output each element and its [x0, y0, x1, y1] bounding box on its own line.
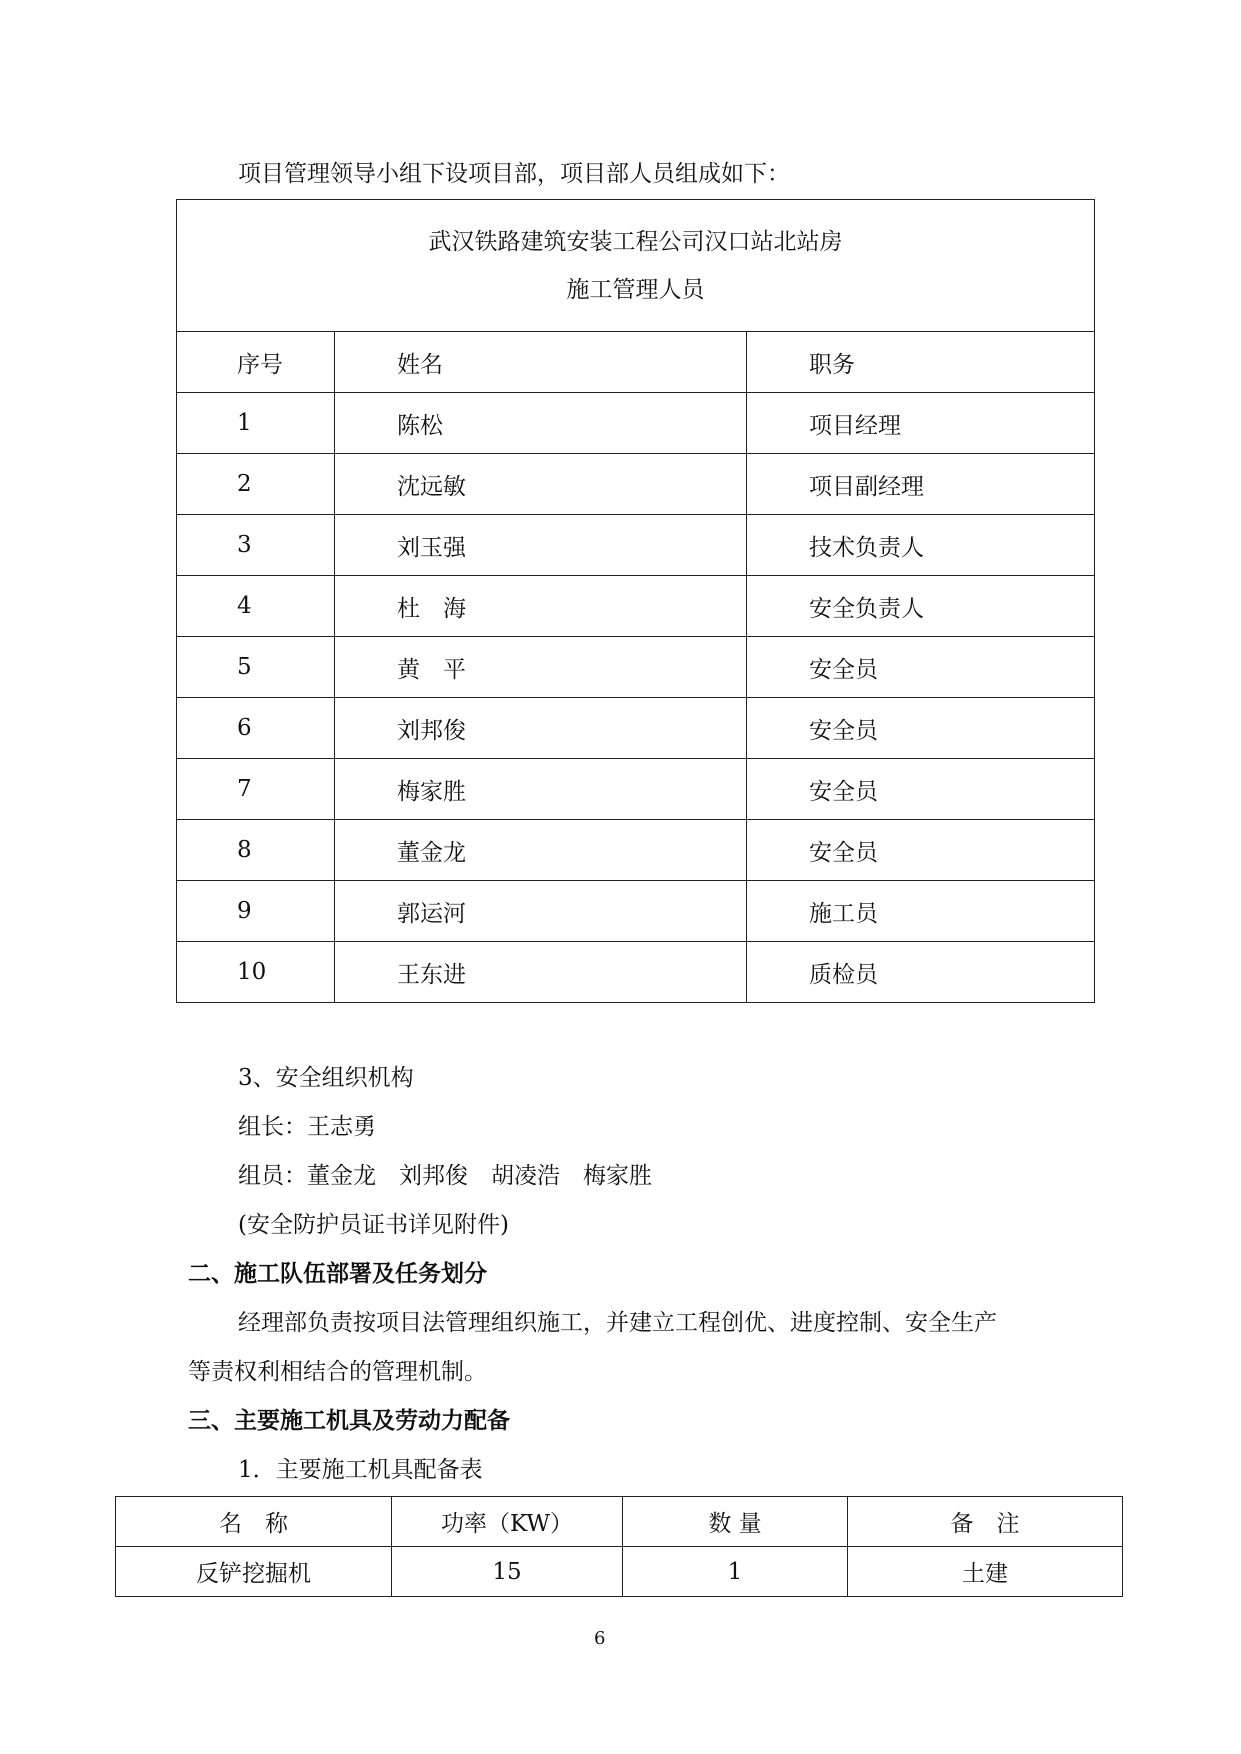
row-name: 刘邦俊	[335, 698, 747, 759]
row-position: 安全员	[747, 698, 1095, 759]
row-name: 郭运河	[335, 881, 747, 942]
section-two-para-line2: 等责权利相结合的管理机制。	[188, 1359, 487, 1385]
header-remarks: 备 注	[848, 1497, 1123, 1547]
table-row	[177, 820, 1095, 881]
row-index: 4	[177, 576, 335, 637]
staff-title-line2: 施工管理人员	[566, 276, 705, 303]
row-position: 施工员	[747, 881, 1095, 942]
table-row	[177, 881, 1095, 942]
safety-members: 组员：董金龙 刘邦俊 胡凌浩 梅家胜	[238, 1163, 652, 1189]
row-position: 项目副经理	[747, 454, 1095, 515]
row-name: 沈远敏	[335, 454, 747, 515]
row-position: 质检员	[747, 942, 1095, 1003]
page-number: 6	[594, 1628, 606, 1649]
equipment-remarks: 土建	[848, 1547, 1123, 1597]
equipment-quantity: 1	[623, 1547, 848, 1597]
table-row	[177, 454, 1095, 515]
section-two-para-line1: 经理部负责按项目法管理组织施工，并建立工程创优、进度控制、安全生产	[238, 1310, 997, 1336]
table-row	[177, 515, 1095, 576]
row-index: 7	[177, 759, 335, 820]
row-name: 黄 平	[335, 637, 747, 698]
table-row	[177, 637, 1095, 698]
table-row	[177, 698, 1095, 759]
row-index: 8	[177, 820, 335, 881]
row-position: 项目经理	[747, 393, 1095, 454]
row-index: 3	[177, 515, 335, 576]
row-index: 6	[177, 698, 335, 759]
row-name: 董金龙	[335, 820, 747, 881]
staff-title-line1: 武汉铁路建筑安装工程公司汉口站北站房	[428, 228, 843, 255]
safety-org-heading: 3、安全组织机构	[238, 1065, 414, 1091]
equipment-table-caption: 1．主要施工机具配备表	[238, 1457, 483, 1483]
section-two-heading: 二、施工队伍部署及任务划分	[188, 1261, 487, 1287]
safety-leader: 组长：王志勇	[238, 1114, 376, 1140]
row-position: 安全员	[747, 759, 1095, 820]
row-name: 陈松	[335, 393, 747, 454]
staff-header-row	[177, 332, 1095, 393]
row-position: 安全负责人	[747, 576, 1095, 637]
row-position: 安全员	[747, 637, 1095, 698]
equipment-name: 反铲挖掘机	[116, 1547, 392, 1597]
table-row	[177, 393, 1095, 454]
table-row	[116, 1547, 1123, 1597]
row-position: 技术负责人	[747, 515, 1095, 576]
row-name: 王东进	[335, 942, 747, 1003]
row-name: 刘玉强	[335, 515, 747, 576]
header-position: 职务	[747, 332, 1095, 393]
header-power: 功率（KW）	[392, 1497, 623, 1547]
row-position: 安全员	[747, 820, 1095, 881]
safety-note: (安全防护员证书详见附件)	[238, 1212, 509, 1238]
row-index: 5	[177, 637, 335, 698]
equipment-table	[115, 1496, 1123, 1597]
equipment-header-row	[116, 1497, 1123, 1547]
row-index: 2	[177, 454, 335, 515]
row-index: 10	[177, 942, 335, 1003]
header-index: 序号	[177, 332, 335, 393]
header-equipment-name: 名 称	[116, 1497, 392, 1547]
table-row	[177, 942, 1095, 1003]
row-index: 9	[177, 881, 335, 942]
table-row	[177, 576, 1095, 637]
header-name: 姓名	[335, 332, 747, 393]
row-index: 1	[177, 393, 335, 454]
header-quantity: 数 量	[623, 1497, 848, 1547]
section-three-heading: 三、主要施工机具及劳动力配备	[188, 1408, 510, 1434]
table-row	[177, 759, 1095, 820]
row-name: 杜 海	[335, 576, 747, 637]
row-name: 梅家胜	[335, 759, 747, 820]
staff-table	[176, 199, 1095, 1003]
intro-text: 项目管理领导小组下设项目部，项目部人员组成如下：	[238, 161, 790, 187]
equipment-power: 15	[392, 1547, 623, 1597]
staff-table-title	[177, 200, 1095, 332]
